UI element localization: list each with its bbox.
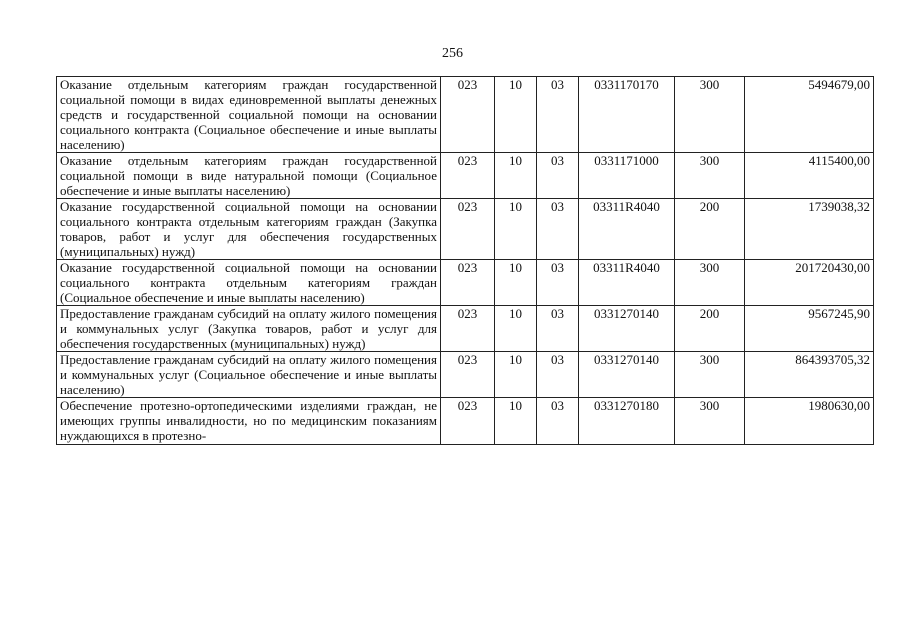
amount: 4115400,00	[745, 153, 874, 199]
table-row	[57, 153, 874, 199]
budget-table	[56, 76, 874, 445]
subsection-code: 03	[537, 77, 579, 153]
target-article-code: 0331270180	[579, 398, 675, 445]
ministry-code: 023	[441, 398, 495, 445]
section-code: 10	[495, 199, 537, 260]
ministry-code: 023	[441, 77, 495, 153]
subsection-code: 03	[537, 398, 579, 445]
table-row	[57, 77, 874, 153]
amount: 201720430,00	[745, 260, 874, 306]
row-description: Обеспечение протезно-ортопедическими изделиями граждан, не имеющих группы инвалидности, но по медицинским показаниям нуждающихся в протезно-	[60, 398, 437, 443]
target-article-code: 03311R4040	[579, 260, 675, 306]
section-code: 10	[495, 398, 537, 445]
target-article-code: 03311R4040	[579, 199, 675, 260]
expense-type-code: 200	[675, 199, 745, 260]
expense-type-code: 300	[675, 77, 745, 153]
page-number: 256	[442, 46, 463, 61]
row-description: Предоставление гражданам субсидий на оплату жилого помещения и коммунальных услуг (Закупка товаров, работ и услуг для обеспечения государственных (муниципальных) нужд)	[57, 306, 441, 352]
table-row	[57, 306, 874, 352]
subsection-code: 03	[537, 352, 579, 398]
amount: 9567245,90	[745, 306, 874, 352]
amount: 1980630,00	[745, 398, 874, 445]
section-code: 10	[495, 77, 537, 153]
table-row	[57, 199, 874, 260]
amount: 5494679,00	[745, 77, 874, 153]
table-row	[57, 352, 874, 398]
target-article-code: 0331170170	[579, 77, 675, 153]
subsection-code: 03	[537, 306, 579, 352]
amount: 864393705,32	[745, 352, 874, 398]
table-row	[57, 260, 874, 306]
row-description: Оказание отдельным категориям граждан государственной социальной помощи в видах единовременной выплаты денежных средств и государственной социальной помощи на основании социального контракта (Социальное обеспечение и иные выплаты населению)	[57, 77, 441, 153]
row-description-cell	[57, 398, 441, 445]
row-description: Оказание государственной социальной помощи на основании социального контракта отдельным категориям граждан (Социальное обеспечение и иные выплаты населению)	[57, 260, 441, 306]
section-code: 10	[495, 260, 537, 306]
amount: 1739038,32	[745, 199, 874, 260]
ministry-code: 023	[441, 306, 495, 352]
target-article-code: 0331270140	[579, 306, 675, 352]
subsection-code: 03	[537, 199, 579, 260]
row-description: Предоставление гражданам субсидий на оплату жилого помещения и коммунальных услуг (Социальное обеспечение и иные выплаты населению)	[57, 352, 441, 398]
expense-type-code: 300	[675, 352, 745, 398]
section-code: 10	[495, 352, 537, 398]
row-description: Оказание отдельным категориям граждан государственной социальной помощи в виде натуральной помощи (Социальное обеспечение и иные выплаты населению)	[57, 153, 441, 199]
expense-type-code: 300	[675, 398, 745, 445]
ministry-code: 023	[441, 352, 495, 398]
table-row	[57, 398, 874, 445]
target-article-code: 0331171000	[579, 153, 675, 199]
ministry-code: 023	[441, 153, 495, 199]
expense-type-code: 300	[675, 260, 745, 306]
ministry-code: 023	[441, 199, 495, 260]
subsection-code: 03	[537, 260, 579, 306]
subsection-code: 03	[537, 153, 579, 199]
expense-type-code: 200	[675, 306, 745, 352]
expense-type-code: 300	[675, 153, 745, 199]
ministry-code: 023	[441, 260, 495, 306]
section-code: 10	[495, 306, 537, 352]
row-description: Оказание государственной социальной помощи на основании социального контракта отдельным категориям граждан (Закупка товаров, работ и услуг для обеспечения государственных (муниципальных) нужд)	[57, 199, 441, 260]
target-article-code: 0331270140	[579, 352, 675, 398]
section-code: 10	[495, 153, 537, 199]
